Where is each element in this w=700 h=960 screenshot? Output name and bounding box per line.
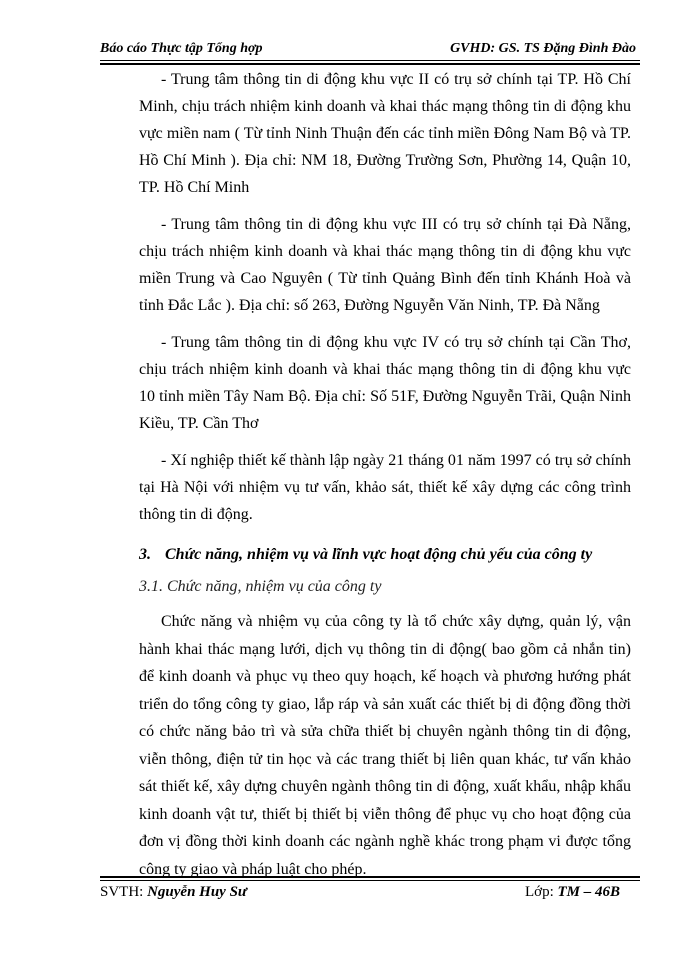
subsection-heading: 3.1. Chức năng, nhiệm vụ của công ty [139,578,382,595]
body-paragraph: Chức năng và nhiệm vụ của công ty là tổ chức xây dựng, quản lý, vận hành khai thác mạng lưới, dịch vụ thông tin di động( bao gồm cả nhắn tin) để kinh doanh và phục vụ theo quy hoạch, kế hoạch và phương hướng phát triển do tổng công ty giao, lắp ráp và sản xuất các thiết bị di động đồng thời có chức năng bảo trì và sửa chữa thiết bị chuyên ngành thông tin di động, viễn thông, điện tử tin học và các trang thiết bị liên quan khác, tư vấn khảo sát thiết kế, xây dựng chuyên ngành thông tin di động, xuất khẩu, nhập khẩu kinh doanh vật tư, thiết bị thiết bị viễn thông để phục vụ cho hoạt động của đơn vị đồng thời kinh doanh các ngành nghề khác trong phạm vi được tổng công ty giao và pháp luật cho phép. [139,613,631,878]
header-report-title: Báo cáo Thực tập Tổng hợp [100,41,263,56]
footer-rule [100,876,640,881]
header-supervisor: GVHD: GS. TS Đặng Đình Đào [450,41,636,56]
section-heading [139,542,631,568]
header-rule [100,60,640,65]
page-content [139,66,631,883]
footer-class-label: Lớp: [524,884,554,900]
footer-student-name: Nguyễn Huy Sư [147,884,247,900]
footer-class [525,884,620,901]
paragraph-center-iii: - Trung tâm thông tin di động khu vực III có trụ sở chính tại Đà Nẵng, chịu trách nhiệm kinh doanh và khai thác mạng thông tin di động khu vực miền Trung và Cao Nguyên ( Từ tỉnh Quảng Bình đến tỉnh Khánh Hoà và tỉnh Đắc Lắc ). Địa chỉ: số 263, Đường Nguyễn Văn Ninh, TP. Đà Nẵng [139,216,631,314]
footer-class-value: TM – 46B [557,884,620,900]
footer-student-label: SVTH: [100,884,144,900]
paragraph-center-iv: - Trung tâm thông tin di động khu vực IV có trụ sở chính tại Cần Thơ, chịu trách nhiệm kinh doanh và khai thác mạng thông tin di động khu vực 10 tỉnh miền Tây Nam Bộ. Địa chỉ: Số 51F, Đường Nguyễn Trãi, Quận Ninh Kiều, TP. Cần Thơ [139,334,631,432]
footer-student [100,884,247,901]
paragraph-center-ii: - Trung tâm thông tin di động khu vực II có trụ sở chính tại TP. Hồ Chí Minh, chịu trách nhiệm kinh doanh và khai thác mạng thông tin di động khu vực miền nam ( Từ tỉnh Ninh Thuận đến các tỉnh miền Đông Nam Bộ và TP. Hồ Chí Minh ). Địa chỉ: NM 18, Đường Trường Sơn, Phường 14, Quận 10, TP. Hồ Chí Minh [139,71,631,196]
paragraph-design-enterprise: - Xí nghiệp thiết kế thành lập ngày 21 tháng 01 năm 1997 có trụ sở chính tại Hà Nội với nhiệm vụ tư vấn, khảo sát, thiết kế xây dựng các công trình thông tin di động. [139,452,631,523]
section-number: 3. [139,546,151,563]
page-footer [100,884,640,906]
section-title: Chức năng, nhiệm vụ và lĩnh vực hoạt động chủ yếu của công ty [165,546,593,563]
